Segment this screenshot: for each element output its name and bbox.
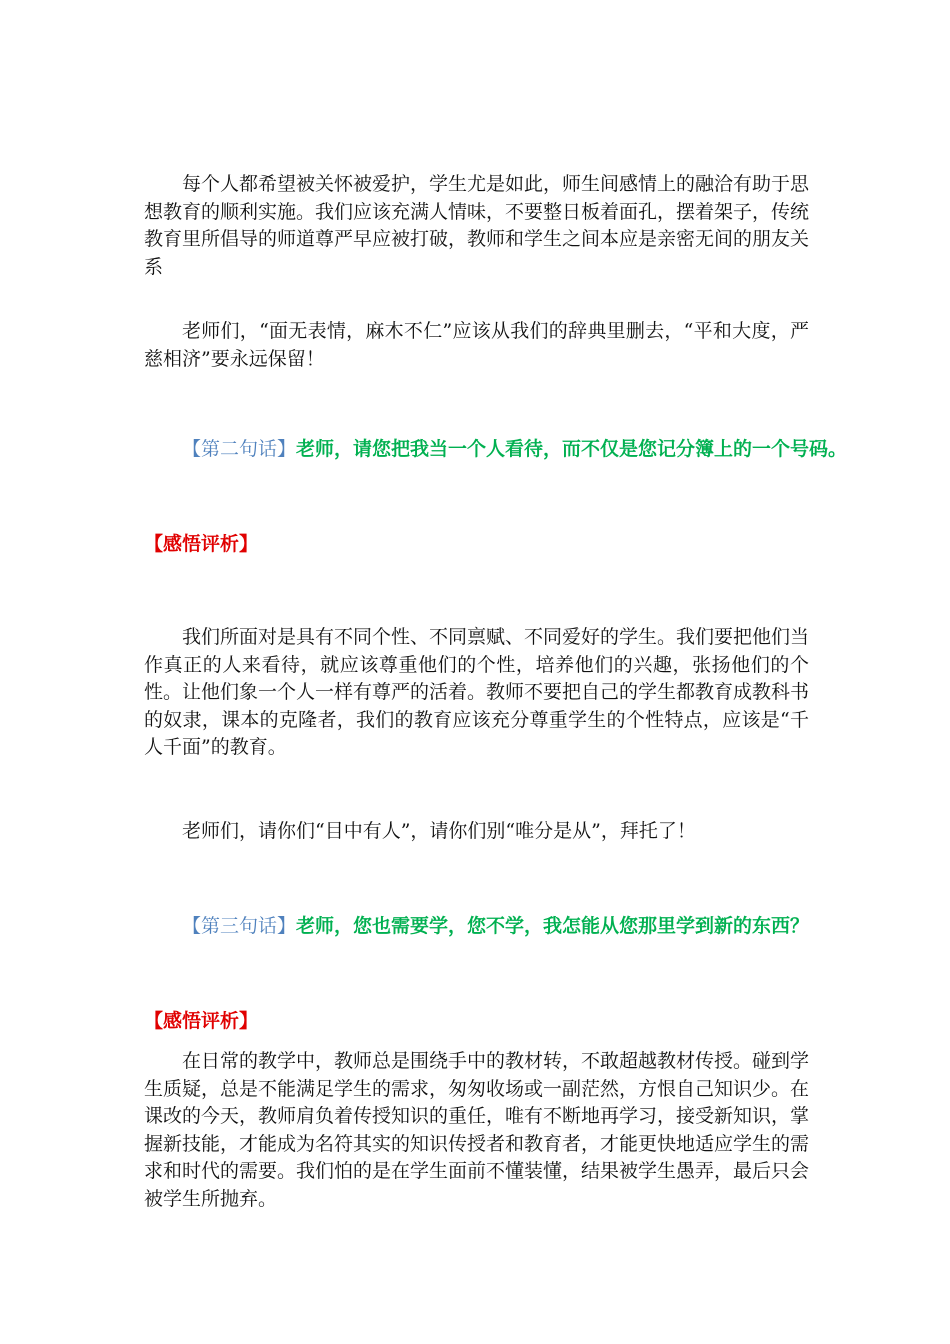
second-sentence-tag: 【第二句话】 [182,438,297,460]
third-sentence-tag: 【第三句话】 [182,915,297,937]
paragraph-individuality: 我们所面对是具有不同个性、不同禀赋、不同爱好的学生。我们要把他们当作真正的人来看待，就应该尊重他们的个性，培养他们的兴趣，张扬他们的个性。让他们象一个人一样有尊严的活着。教师不要把自己的学生都教育成教科书的奴隶，课本的克隆者，我们的教育应该充分尊重学生的个性特点，应该是“千人千面”的教育。 [144,626,810,758]
heading-second-sentence [144,436,848,463]
second-sentence-quote: 老师，请您把我当一个人看待，而不仅是您记分簿上的一个号码。 [296,438,848,460]
paragraph-learning: 在日常的教学中，教师总是围绕手中的教材转，不敢超越教材传授。碰到学生质疑，总是不能满足学生的需求，匆匆收场或一副茫然，方恨自己知识少。在课改的今天，教师肩负着传授知识的重任，唯有不断地再学习，接受新知识，掌握新技能，才能成为名符其实的知识传授者和教育者，才能更快地适应学生的需求和时代的需要。我们怕的是在学生面前不懂装懂，结果被学生愚弄，最后只会被学生所抛弃。 [144,1050,810,1210]
heading-third-sentence [144,913,824,940]
heading-analysis-1: 【感悟评析】 [144,533,259,555]
third-sentence-quote: 老师，您也需要学，您不学，我怎能从您那里学到新的东西？ [296,915,810,937]
paragraph-request: 老师们，请你们“目中有人”，请你们别“唯分是从”，拜托了！ [182,820,696,842]
paragraph-expression: 老师们，“面无表情，麻木不仁”应该从我们的辞典里删去，“平和大度，严慈相济”要永远保留！ [144,320,809,370]
heading-analysis-2: 【感悟评析】 [144,1010,259,1032]
paragraph-care: 每个人都希望被关怀被爱护，学生尤是如此，师生间感情上的融洽有助于思想教育的顺利实施。我们应该充满人情味，不要整日板着面孔，摆着架子，传统教育里所倡导的师道尊严早应被打破，教师和学生之间本应是亲密无间的朋友关系 [144,173,810,278]
